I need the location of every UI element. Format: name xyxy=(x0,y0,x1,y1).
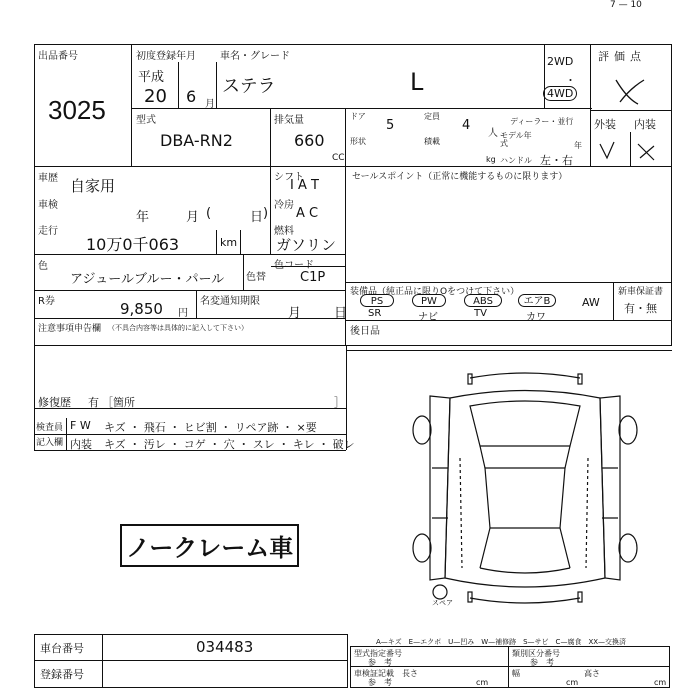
evaluation-interior: 内装 xyxy=(634,118,656,131)
equipment-airbag: エアB xyxy=(518,294,556,307)
load-unit: kg xyxy=(486,155,496,164)
chassis-label: 車台番号 xyxy=(40,642,84,655)
inspection-day: 日 xyxy=(250,210,264,225)
ac-value: A C xyxy=(296,206,319,221)
header-mark: 7 — 10 xyxy=(610,0,642,10)
displacement-label: 排気量 xyxy=(274,115,304,126)
repair-value: 有 xyxy=(88,396,99,409)
shift-label: シフト xyxy=(274,172,304,183)
divider xyxy=(34,408,346,409)
color-label: 色 xyxy=(38,261,48,272)
model-code-label: 型式指定番号 xyxy=(354,649,402,658)
fw-items: キズ ・ 飛石 ・ ヒビ割 ・ リペア跡 ・ ×要 xyxy=(104,421,317,434)
divider xyxy=(132,108,592,109)
inspection-month: 月 xyxy=(186,210,200,225)
divider xyxy=(346,282,672,283)
lot-number: 3025 xyxy=(48,95,106,125)
registration-label: 初度登録年月 xyxy=(136,51,196,62)
equipment-tv: TV xyxy=(474,308,487,319)
fuel-label: 燃料 xyxy=(274,226,294,237)
selling-points-label: セールスポイント（正常に機能するものに限ります） xyxy=(352,172,568,182)
interior-score-mark xyxy=(636,142,658,162)
registration-year: 20 xyxy=(144,86,167,107)
chassis-number: 034483 xyxy=(196,638,254,656)
evaluation-label: 評価点 xyxy=(598,50,646,63)
evaluation-exterior: 外装 xyxy=(594,118,616,131)
history-label: 車歴 xyxy=(38,173,58,184)
drive-4wd-selected: 4WD xyxy=(543,86,577,101)
damage-legend: A—キズ E—エクボ U—凹み W—補修跡 S—サビ C—腐食 XX—交換済 xyxy=(376,638,627,646)
notice-month: 月 xyxy=(288,306,302,321)
model-year-label: モデル年式 xyxy=(500,131,532,148)
divider xyxy=(243,254,244,290)
divider xyxy=(270,108,271,166)
equipment-leather: カワ xyxy=(526,312,546,323)
divider xyxy=(178,62,179,108)
divider xyxy=(196,290,197,318)
notice-label: 名変通知期限 xyxy=(200,296,260,307)
type-value: DBA-RN2 xyxy=(160,131,233,150)
inspection-label: 車検 xyxy=(38,200,58,211)
type-label: 型式 xyxy=(136,115,156,126)
color-code-label xyxy=(274,256,314,271)
dims-ref: 参 考 xyxy=(368,678,392,687)
repair-bracket: ［箇所 xyxy=(102,396,135,409)
drive-dot: ・ xyxy=(565,74,576,87)
divider xyxy=(102,634,103,688)
color-value: アジュールブルー・パール xyxy=(70,272,225,287)
divider xyxy=(34,166,672,167)
vehicle-diagram xyxy=(400,368,650,608)
inspector-label-1: 検査員 xyxy=(36,423,64,433)
height-unit: cm xyxy=(654,678,667,687)
notice-day: 日 xyxy=(334,306,348,321)
length-unit: cm xyxy=(476,678,489,687)
spare-label: スペア xyxy=(432,599,453,607)
divider xyxy=(346,346,347,450)
divider xyxy=(34,660,348,661)
dims-label: 車検証記載 xyxy=(354,669,394,678)
equipment-label: 装備品（純正品に限りOをつけて下さい） xyxy=(350,287,520,297)
divider xyxy=(216,62,217,108)
shape-label: 形状 xyxy=(350,137,366,146)
doors-label: ドア xyxy=(350,112,366,121)
equipment-ps: PS xyxy=(360,294,394,307)
int-label: 内装 xyxy=(70,438,92,451)
equipment-pw: PW xyxy=(412,294,446,307)
class-code-ref: 参 考 xyxy=(530,658,554,667)
shift-value: I A T xyxy=(290,178,319,193)
equipment-aw: AW xyxy=(582,296,600,309)
inspection-paren-open: ( xyxy=(206,206,212,221)
evaluation-score-mark xyxy=(612,78,646,108)
exterior-score-mark xyxy=(598,140,618,162)
load-label: 積載 xyxy=(424,137,440,146)
fw-label: F W xyxy=(70,419,91,432)
class-code-label: 類別区分番号 xyxy=(512,649,560,658)
divider xyxy=(630,132,631,166)
warranty-value: 有・無 xyxy=(624,302,657,315)
model-year-unit: 年 xyxy=(574,141,582,150)
equipment-sr: SR xyxy=(368,308,382,319)
registration-era: 平成 xyxy=(138,70,165,85)
divider xyxy=(131,44,132,166)
divider xyxy=(34,290,346,291)
history-value: 自家用 xyxy=(70,177,116,195)
doors-value: 5 xyxy=(386,118,395,133)
mileage-label: 走行 xyxy=(38,226,58,237)
model-grade: L xyxy=(410,68,424,96)
divider xyxy=(346,350,672,351)
model-code-ref: 参 考 xyxy=(368,658,392,667)
handle-value: 左・右 xyxy=(540,154,573,167)
capacity-value: 4 xyxy=(462,118,471,133)
inspector-label-2: 記入欄 xyxy=(36,438,64,448)
width-unit: cm xyxy=(566,678,579,687)
divider xyxy=(271,266,346,267)
divider xyxy=(508,646,509,688)
divider xyxy=(590,110,672,111)
recycle-unit: 円 xyxy=(178,308,188,319)
inspection-paren-close: ) xyxy=(263,206,269,221)
registration-month-unit: 月 xyxy=(205,99,215,110)
model-name: ステラ xyxy=(222,76,276,97)
divider xyxy=(350,666,670,667)
color-code: C1P xyxy=(300,270,326,285)
width-label: 幅 xyxy=(512,669,520,678)
divider xyxy=(590,44,591,166)
repair-close: ］ xyxy=(334,396,345,409)
drive-2wd: 2WD xyxy=(547,55,574,68)
no-claim-stamp: ノークレーム車 xyxy=(120,524,299,567)
rear-items-label: 後日品 xyxy=(350,326,380,337)
divider xyxy=(613,282,614,320)
ac-label: 冷房 xyxy=(274,200,294,211)
divider xyxy=(346,320,672,321)
recycle-value: 9,850 xyxy=(120,300,163,318)
fuel-value: ガソリン xyxy=(276,236,337,254)
recycle-label: R券 xyxy=(38,296,55,307)
handle-label: ハンドル xyxy=(500,156,532,165)
capacity-label: 定員 xyxy=(424,112,440,121)
dealer-label: ディーラー・並行 xyxy=(510,117,574,126)
warranty-label: 新車保証書 xyxy=(618,287,664,297)
notes-sublabel: （不具合内容等は具体的に記入して下さい） xyxy=(108,324,248,332)
height-label: 高さ xyxy=(584,669,600,678)
color-swap-label: 色替 xyxy=(246,272,266,283)
plate-label: 登録番号 xyxy=(40,668,84,681)
notes-label: 注意事項申告欄 xyxy=(38,324,102,334)
capacity-unit: 人 xyxy=(488,128,498,139)
divider xyxy=(270,166,271,254)
displacement-unit: CC xyxy=(332,153,345,163)
lot-label: 出品番号 xyxy=(38,51,78,62)
mileage-value: 10万0千063 xyxy=(86,235,180,254)
inspection-year: 年 xyxy=(136,210,150,225)
equipment-abs: ABS xyxy=(464,294,502,307)
divider xyxy=(240,230,241,254)
equipment-navi: ナビ xyxy=(418,312,438,323)
registration-month: 6 xyxy=(186,87,197,106)
model-label: 車名・グレード xyxy=(220,51,290,62)
int-items: キズ ・ 汚レ ・ コゲ ・ 穴 ・ スレ ・ キレ ・ 破レ xyxy=(104,438,355,451)
length-label: 長さ xyxy=(402,669,418,678)
divider xyxy=(216,230,217,254)
repair-label: 修復歴 xyxy=(38,396,71,409)
displacement-value: 660 xyxy=(294,131,325,150)
mileage-unit: km xyxy=(220,236,238,249)
divider xyxy=(66,418,67,450)
